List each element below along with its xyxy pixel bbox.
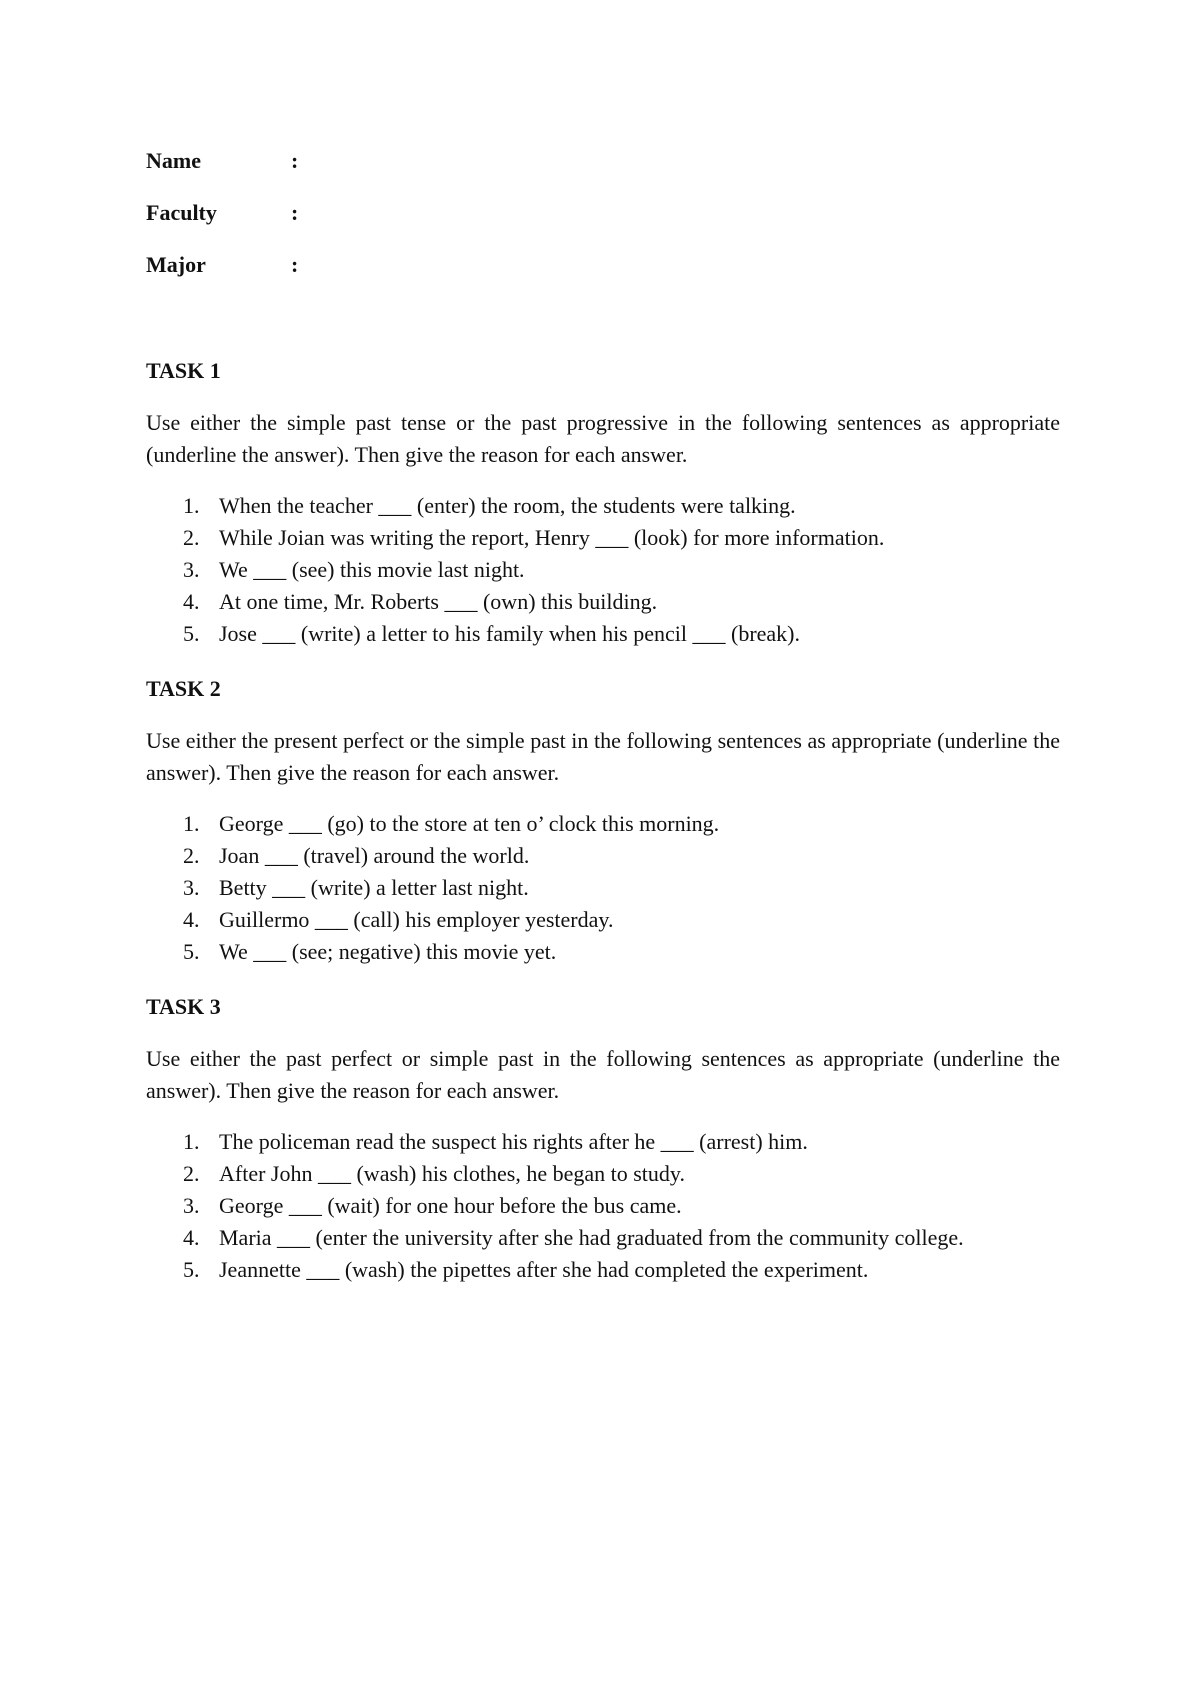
- task-2-list: [146, 808, 1060, 968]
- item-number: 1.: [183, 811, 200, 836]
- major-label: Major: [146, 252, 206, 277]
- list-item: [146, 586, 1060, 618]
- item-number: 3.: [183, 557, 200, 582]
- item-text: Jose ___ (write) a letter to his family when his pencil ___ (break).: [219, 621, 801, 646]
- list-item: [146, 554, 1060, 586]
- item-text: Guillermo ___ (call) his employer yesterday.: [219, 907, 614, 932]
- item-number: 1.: [183, 493, 200, 518]
- item-text: Maria ___ (enter the university after she had graduated from the community college.: [219, 1225, 964, 1250]
- item-text: George ___ (wait) for one hour before the bus came.: [219, 1193, 682, 1218]
- task-1-heading: TASK 1: [146, 358, 221, 383]
- item-text: We ___ (see) this movie last night.: [219, 557, 525, 582]
- task-2-instructions: Use either the present perfect or the simple past in the following sentences as appropriate (underline the answer). Then give the reason for each answer.: [146, 728, 1060, 785]
- task-1-list: [146, 490, 1060, 650]
- list-item: [146, 1254, 1060, 1286]
- major-field: [146, 250, 546, 280]
- task-3-list: [146, 1126, 1060, 1286]
- item-number: 1.: [183, 1129, 200, 1154]
- task-2-heading: TASK 2: [146, 676, 221, 701]
- item-text: Betty ___ (write) a letter last night.: [219, 875, 529, 900]
- item-number: 3.: [183, 1193, 200, 1218]
- item-text: After John ___ (wash) his clothes, he began to study.: [219, 1161, 685, 1186]
- list-item: [146, 1158, 1060, 1190]
- task-3-instructions: Use either the past perfect or simple past in the following sentences as appropriate (underline the answer). Then give the reason for each answer.: [146, 1046, 1060, 1103]
- faculty-field: [146, 198, 546, 228]
- list-item: [146, 522, 1060, 554]
- item-number: 5.: [183, 939, 200, 964]
- item-number: 4.: [183, 907, 200, 932]
- list-item: [146, 808, 1060, 840]
- item-text: We ___ (see; negative) this movie yet.: [219, 939, 557, 964]
- task-3-section: [146, 992, 1060, 1286]
- faculty-colon: :: [291, 200, 299, 225]
- task-2-section: [146, 674, 1060, 968]
- list-item: [146, 490, 1060, 522]
- item-number: 5.: [183, 621, 200, 646]
- item-text: When the teacher ___ (enter) the room, the students were talking.: [219, 493, 796, 518]
- item-number: 2.: [183, 843, 200, 868]
- name-label: Name: [146, 148, 201, 173]
- item-number: 4.: [183, 1225, 200, 1250]
- task-1-section: [146, 356, 1060, 650]
- item-number: 2.: [183, 1161, 200, 1186]
- task-3-heading: TASK 3: [146, 994, 221, 1019]
- item-text: Jeannette ___ (wash) the pipettes after she had completed the experiment.: [219, 1257, 869, 1282]
- list-item: [146, 1126, 1060, 1158]
- list-item: [146, 840, 1060, 872]
- name-field: [146, 146, 546, 176]
- item-text: The policeman read the suspect his rights after he ___ (arrest) him.: [219, 1129, 808, 1154]
- list-item: [146, 618, 1060, 650]
- item-number: 4.: [183, 589, 200, 614]
- item-text: At one time, Mr. Roberts ___ (own) this building.: [219, 589, 658, 614]
- name-colon: :: [291, 148, 299, 173]
- list-item: [146, 1222, 1060, 1254]
- item-text: George ___ (go) to the store at ten o’ clock this morning.: [219, 811, 720, 836]
- item-number: 3.: [183, 875, 200, 900]
- list-item: [146, 872, 1060, 904]
- list-item: [146, 1190, 1060, 1222]
- item-text: While Joian was writing the report, Henry ___ (look) for more information.: [219, 525, 885, 550]
- item-text: Joan ___ (travel) around the world.: [219, 843, 530, 868]
- item-number: 2.: [183, 525, 200, 550]
- faculty-label: Faculty: [146, 200, 217, 225]
- item-number: 5.: [183, 1257, 200, 1282]
- major-colon: :: [291, 252, 299, 277]
- task-1-instructions: Use either the simple past tense or the past progressive in the following sentences as appropriate (underline the answer). Then give the reason for each answer.: [146, 410, 1060, 467]
- list-item: [146, 904, 1060, 936]
- list-item: [146, 936, 1060, 968]
